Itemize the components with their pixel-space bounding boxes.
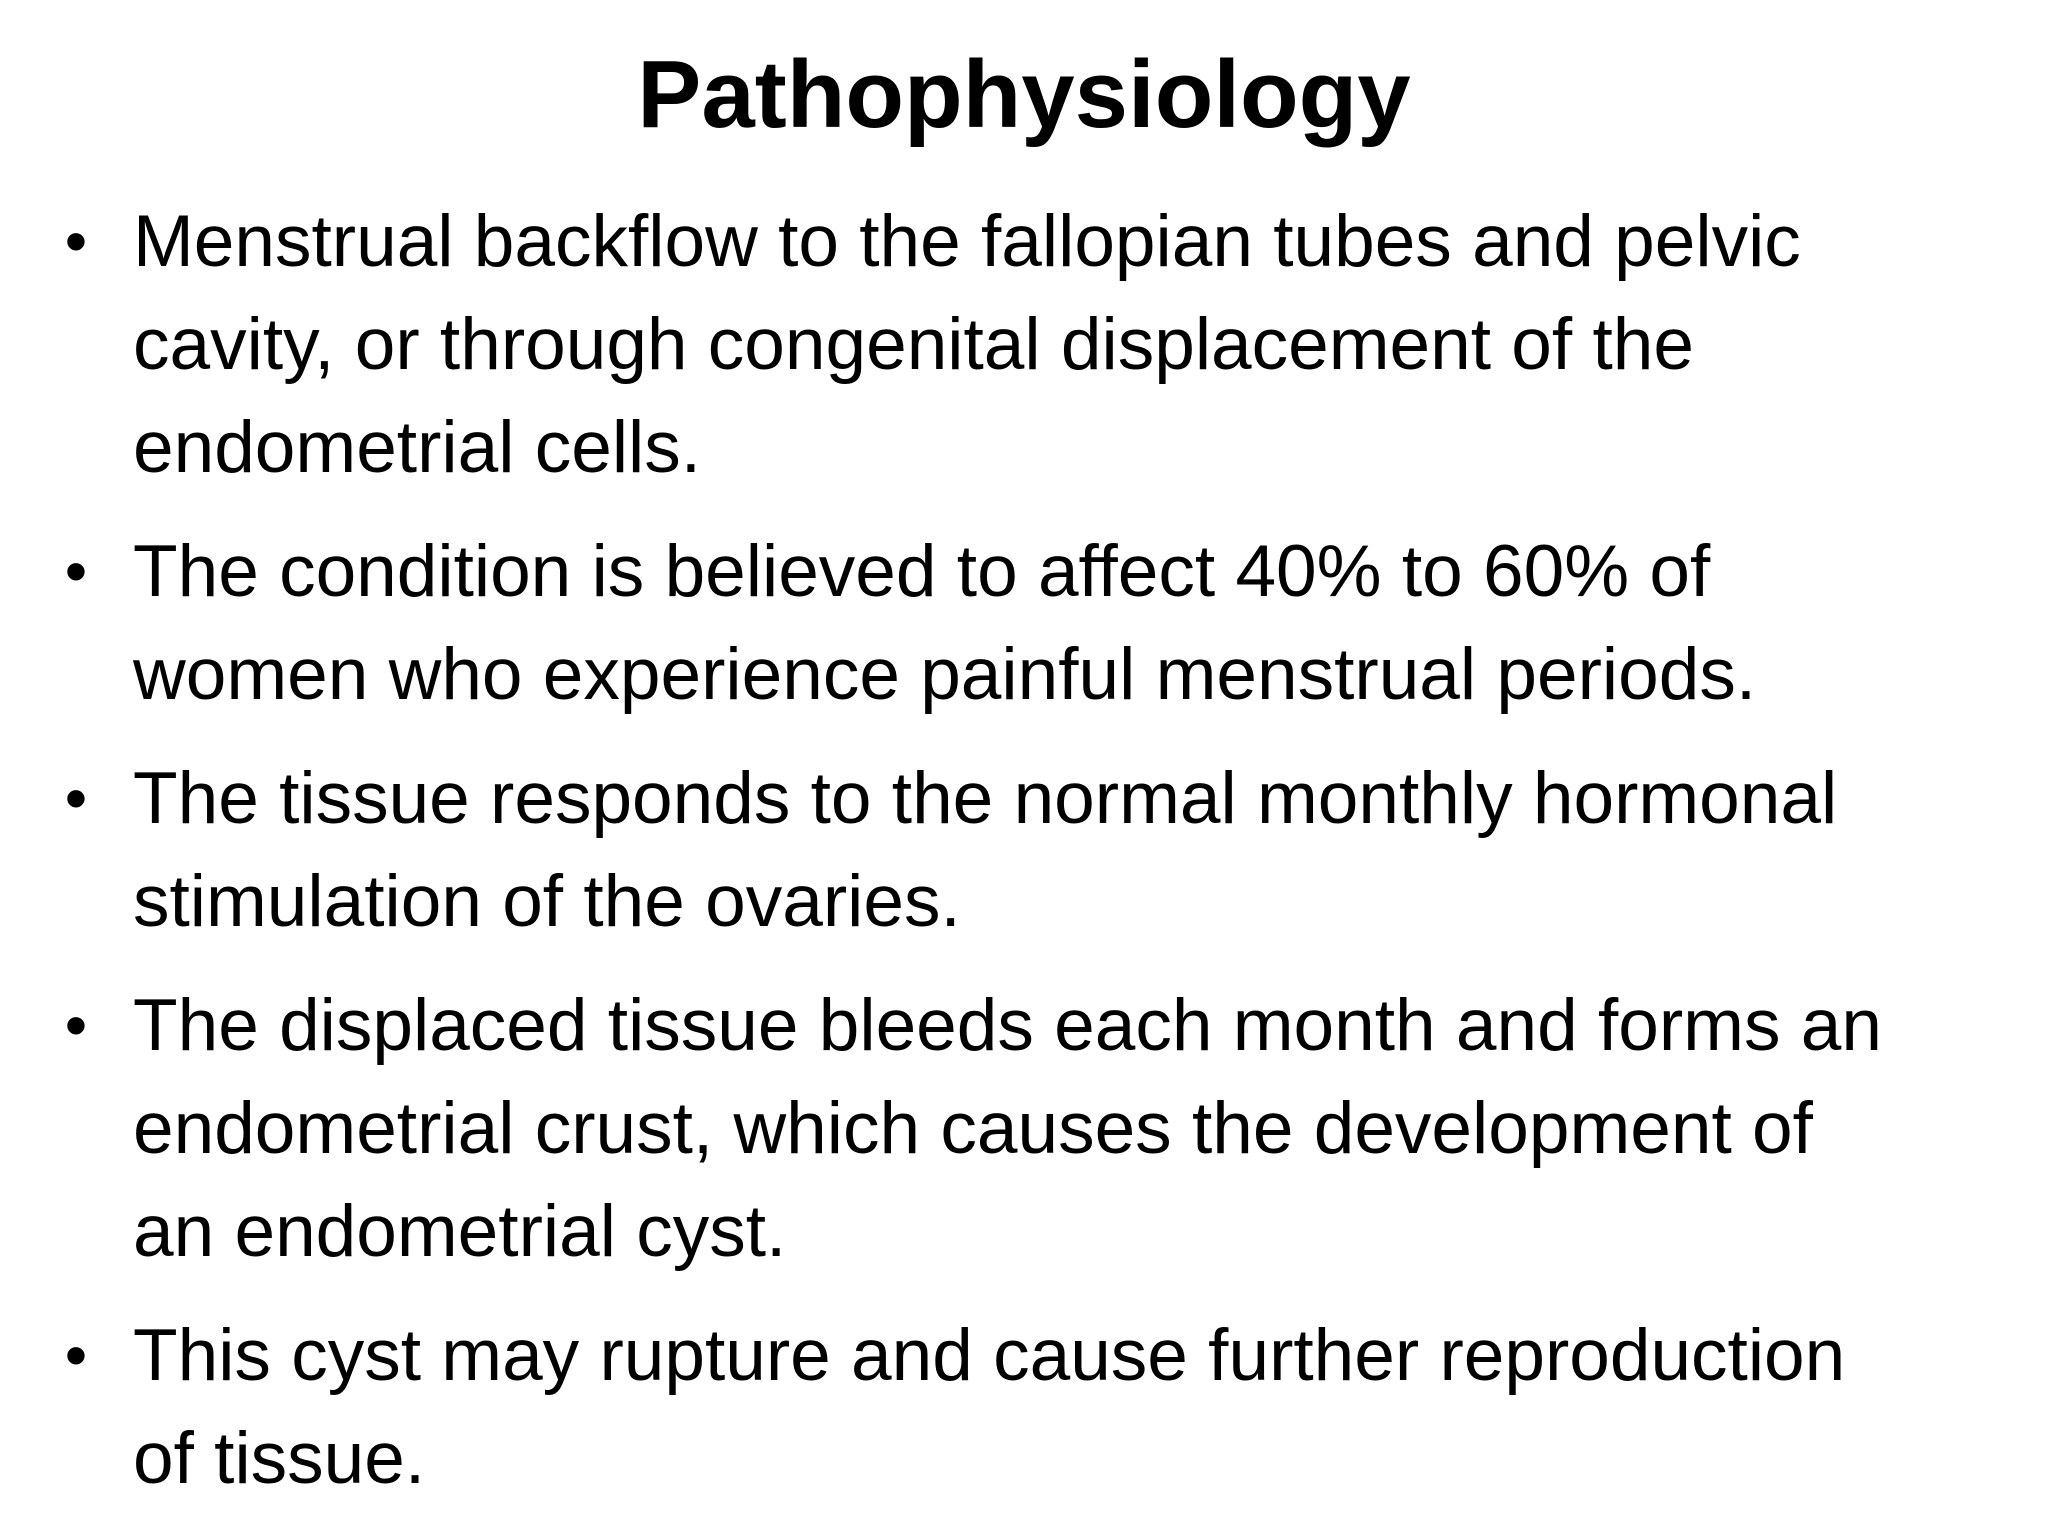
bullet-text-line: The tissue responds to the normal monthly hormonal (133, 758, 1838, 839)
bullet-icon: • (64, 535, 88, 607)
bullet-text-line: The condition is believed to affect 40% to 60% of (133, 531, 1711, 612)
bullet-item (56, 520, 2016, 726)
bullet-item (56, 974, 2016, 1283)
slide-title: Pathophysiology (637, 41, 1411, 148)
bullet-text-line: of tissue. (133, 1418, 426, 1499)
bullet-text-line: cavity, or through congenital displacement of the (133, 304, 1694, 385)
bullet-list (56, 190, 2016, 1531)
bullet-text-line: The displaced tissue bleeds each month and forms an (133, 985, 1882, 1066)
bullet-icon: • (64, 205, 88, 277)
bullet-icon: • (64, 762, 88, 834)
bullet-text-line: This cyst may rupture and cause further reproduction (133, 1315, 1846, 1396)
bullet-icon: • (64, 989, 88, 1061)
bullet-item (56, 190, 2016, 499)
bullet-item (56, 747, 2016, 953)
bullet-icon: • (64, 1319, 88, 1391)
bullet-text-line: an endometrial cyst. (133, 1191, 787, 1272)
bullet-text-line: stimulation of the ovaries. (133, 861, 961, 942)
bullet-text-line: Menstrual backflow to the fallopian tubes and pelvic (133, 201, 1801, 282)
bullet-text-line: women who experience painful menstrual periods. (133, 634, 1757, 715)
bullet-text-line: endometrial cells. (133, 407, 702, 488)
bullet-item (56, 1304, 2016, 1510)
bullet-text-line: endometrial crust, which causes the development of (133, 1088, 1813, 1169)
